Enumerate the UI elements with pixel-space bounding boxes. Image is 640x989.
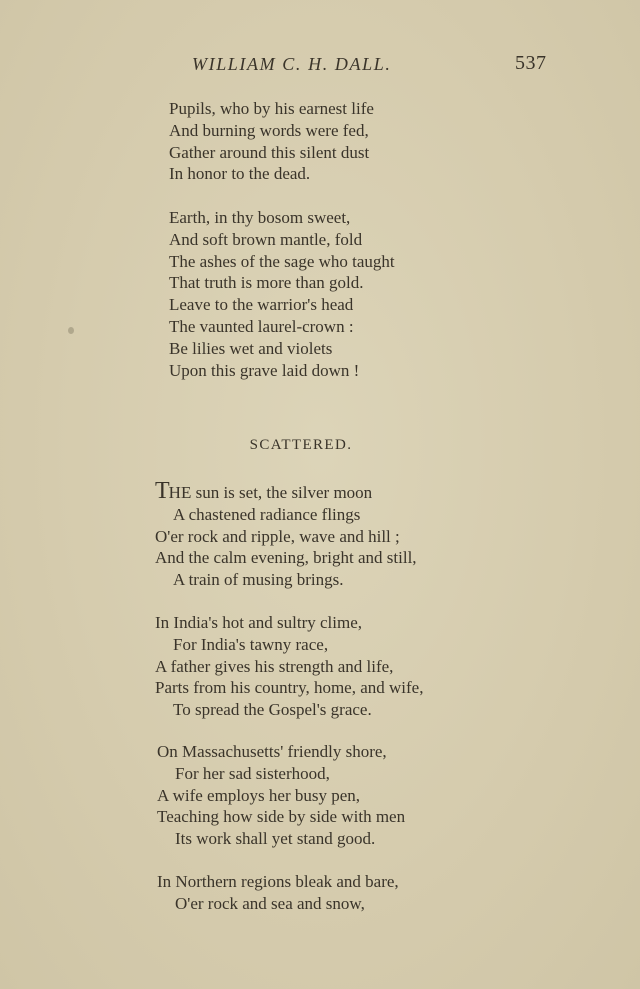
poem-line: Parts from his country, home, and wife,	[155, 678, 424, 698]
poem-line: Gather around this silent dust	[169, 142, 370, 162]
poem-line-first	[155, 478, 417, 504]
poem-line: Upon this grave laid down !	[169, 360, 360, 380]
poem-line: The ashes of the sage who taught	[169, 251, 395, 271]
poem-line: A train of musing brings.	[173, 570, 344, 590]
poem-line: In honor to the dead.	[169, 164, 311, 184]
poem-line: In India's hot and sultry clime,	[155, 613, 363, 632]
poem-line: Earth, in thy bosom sweet,	[169, 208, 351, 227]
stanza-3	[155, 478, 417, 591]
poem-line: That truth is more than gold.	[169, 273, 364, 293]
poem-line: Its work shall yet stand good.	[175, 829, 376, 849]
poem-title: SCATTERED.	[249, 437, 353, 453]
page-number: 537	[515, 52, 547, 74]
stanza-6	[157, 871, 399, 915]
poem-line: A father gives his strength and life,	[155, 656, 394, 676]
paper-spot	[68, 327, 74, 334]
poem-line: And burning words were fed,	[169, 120, 369, 140]
first-line-text: HE sun is set, the silver moon	[168, 483, 373, 502]
stanza-5	[157, 741, 405, 850]
stanza-2	[169, 207, 395, 381]
running-title: WILLIAM C. H. DALL.	[192, 54, 392, 74]
poem-line: Teaching how side by side with men	[157, 807, 406, 827]
poem-line: And the calm evening, bright and still,	[155, 548, 417, 568]
running-head	[0, 54, 640, 80]
poem-line: The vaunted laurel-crown :	[169, 316, 354, 336]
poem-line: For her sad sisterhood,	[175, 763, 330, 783]
poem-line: To spread the Gospel's grace.	[173, 700, 372, 720]
stanza-1	[169, 98, 374, 185]
poem-line: A wife employs her busy pen,	[157, 785, 361, 805]
poem-line: In Northern regions bleak and bare,	[157, 872, 399, 891]
poem-line: For India's tawny race,	[173, 634, 329, 654]
poem-line: A chastened radiance flings	[173, 504, 361, 524]
poem-line: Pupils, who by his earnest life	[169, 99, 374, 118]
poem-line: Leave to the warrior's head	[169, 295, 354, 315]
poem-line: O'er rock and sea and snow,	[175, 893, 365, 913]
poem-line: Be lilies wet and violets	[169, 338, 333, 358]
poem-line: On Massachusetts' friendly shore,	[157, 742, 387, 761]
poem-line: And soft brown mantle, fold	[169, 229, 363, 249]
poem-line: O'er rock and ripple, wave and hill ;	[155, 526, 400, 546]
drop-cap: T	[155, 478, 169, 504]
stanza-4	[155, 612, 423, 721]
